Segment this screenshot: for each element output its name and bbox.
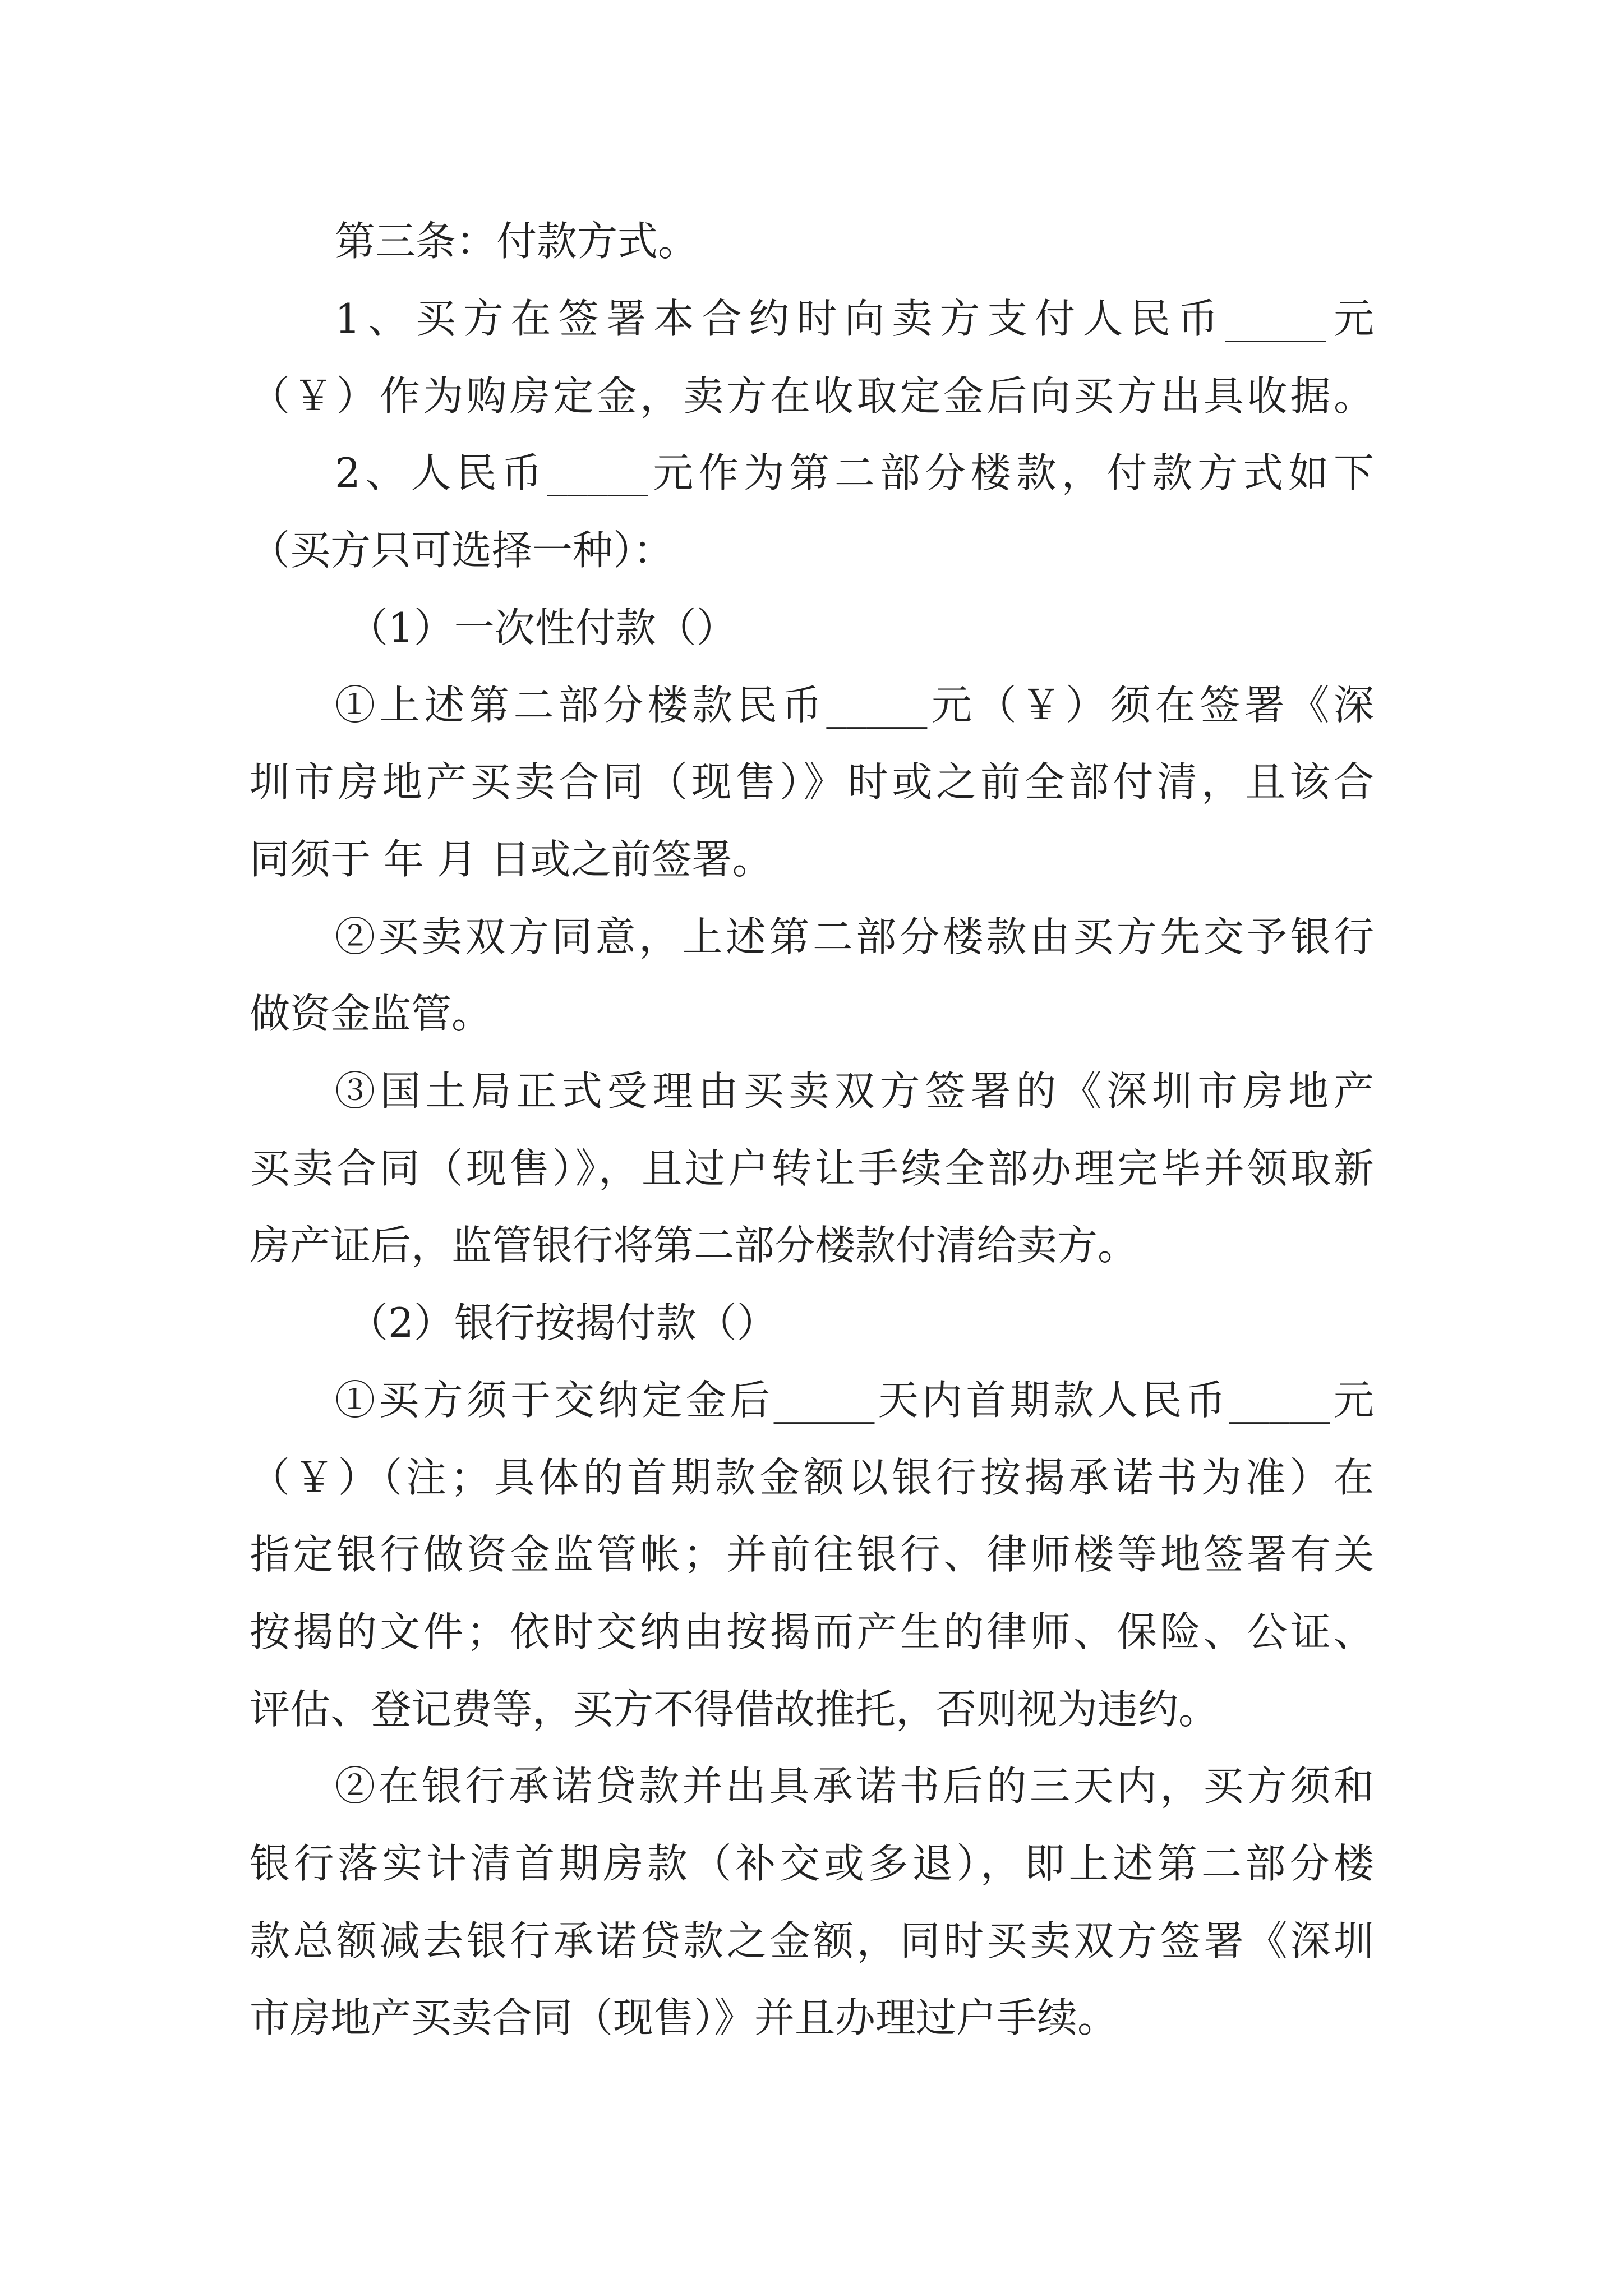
option-2-item-1-line-4: 按揭的文件；依时交纳由按揭而产生的律师、保险、公证、: [250, 1608, 1374, 1655]
option-2-heading: （2）银行按揭付款（）: [348, 1299, 777, 1346]
option-1-item-2-line-1: ②买卖双方同意，上述第二部分楼款由买方先交予银行: [335, 913, 1374, 960]
option-1-item-3-line-3: 房产证后，监管银行将第二部分楼款付清给卖方。: [250, 1222, 1138, 1269]
option-1-heading: （1）一次性付款（）: [348, 604, 737, 651]
option-1-item-1-line-2: 圳市房地产买卖合同（现售）》时或之前全部付清，且该合: [250, 758, 1374, 806]
option-2-item-1-line-3: 指定银行做资金监管帐；并前往银行、律师楼等地签署有关: [250, 1531, 1374, 1578]
clause-2-line-2: （买方只可选择一种）：: [250, 527, 674, 574]
option-1-item-1-line-1: ①上述第二部分楼款民币_____元（￥）须在签署《深: [335, 682, 1374, 729]
option-1-item-3-line-2: 买卖合同（现售）》，且过户转让手续全部办理完毕并领取新: [250, 1145, 1374, 1192]
option-2-item-2-line-2: 银行落实计清首期房款（补交或多退），即上述第二部分楼: [250, 1840, 1374, 1887]
article-heading: 第三条：付款方式。: [335, 218, 699, 265]
option-2-item-1-line-2: （￥）（注；具体的首期款金额以银行按揭承诺书为准）在: [250, 1454, 1374, 1501]
option-2-item-2-line-1: ②在银行承诺贷款并出具承诺书后的三天内，买方须和: [335, 1763, 1374, 1810]
option-2-item-2-line-3: 款总额减去银行承诺贷款之金额，同时买卖双方签署《深圳: [250, 1917, 1374, 1964]
option-1-item-2-line-2: 做资金监管。: [250, 990, 492, 1037]
option-1-item-3-line-1: ③国土局正式受理由买卖双方签署的《深圳市房地产: [335, 1068, 1374, 1115]
option-1-item-1-line-3: 同须于 年 月 日或之前签署。: [250, 836, 773, 883]
clause-1-line-2: （￥）作为购房定金，卖方在收取定金后向买方出具收据。: [250, 372, 1374, 420]
clause-1-line-1: 1、买方在签署本合约时向卖方支付人民币_____元: [335, 295, 1374, 342]
option-2-item-1-line-1: ①买方须于交纳定金后_____天内首期款人民币_____元: [335, 1377, 1374, 1424]
option-2-item-1-line-5: 评估、登记费等，买方不得借故推托，否则视为违约。: [250, 1686, 1219, 1733]
clause-2-line-1: 2、人民币_____元作为第二部分楼款，付款方式如下: [335, 449, 1374, 496]
option-2-item-2-line-4: 市房地产买卖合同（现售）》并且办理过户手续。: [250, 1994, 1118, 2041]
